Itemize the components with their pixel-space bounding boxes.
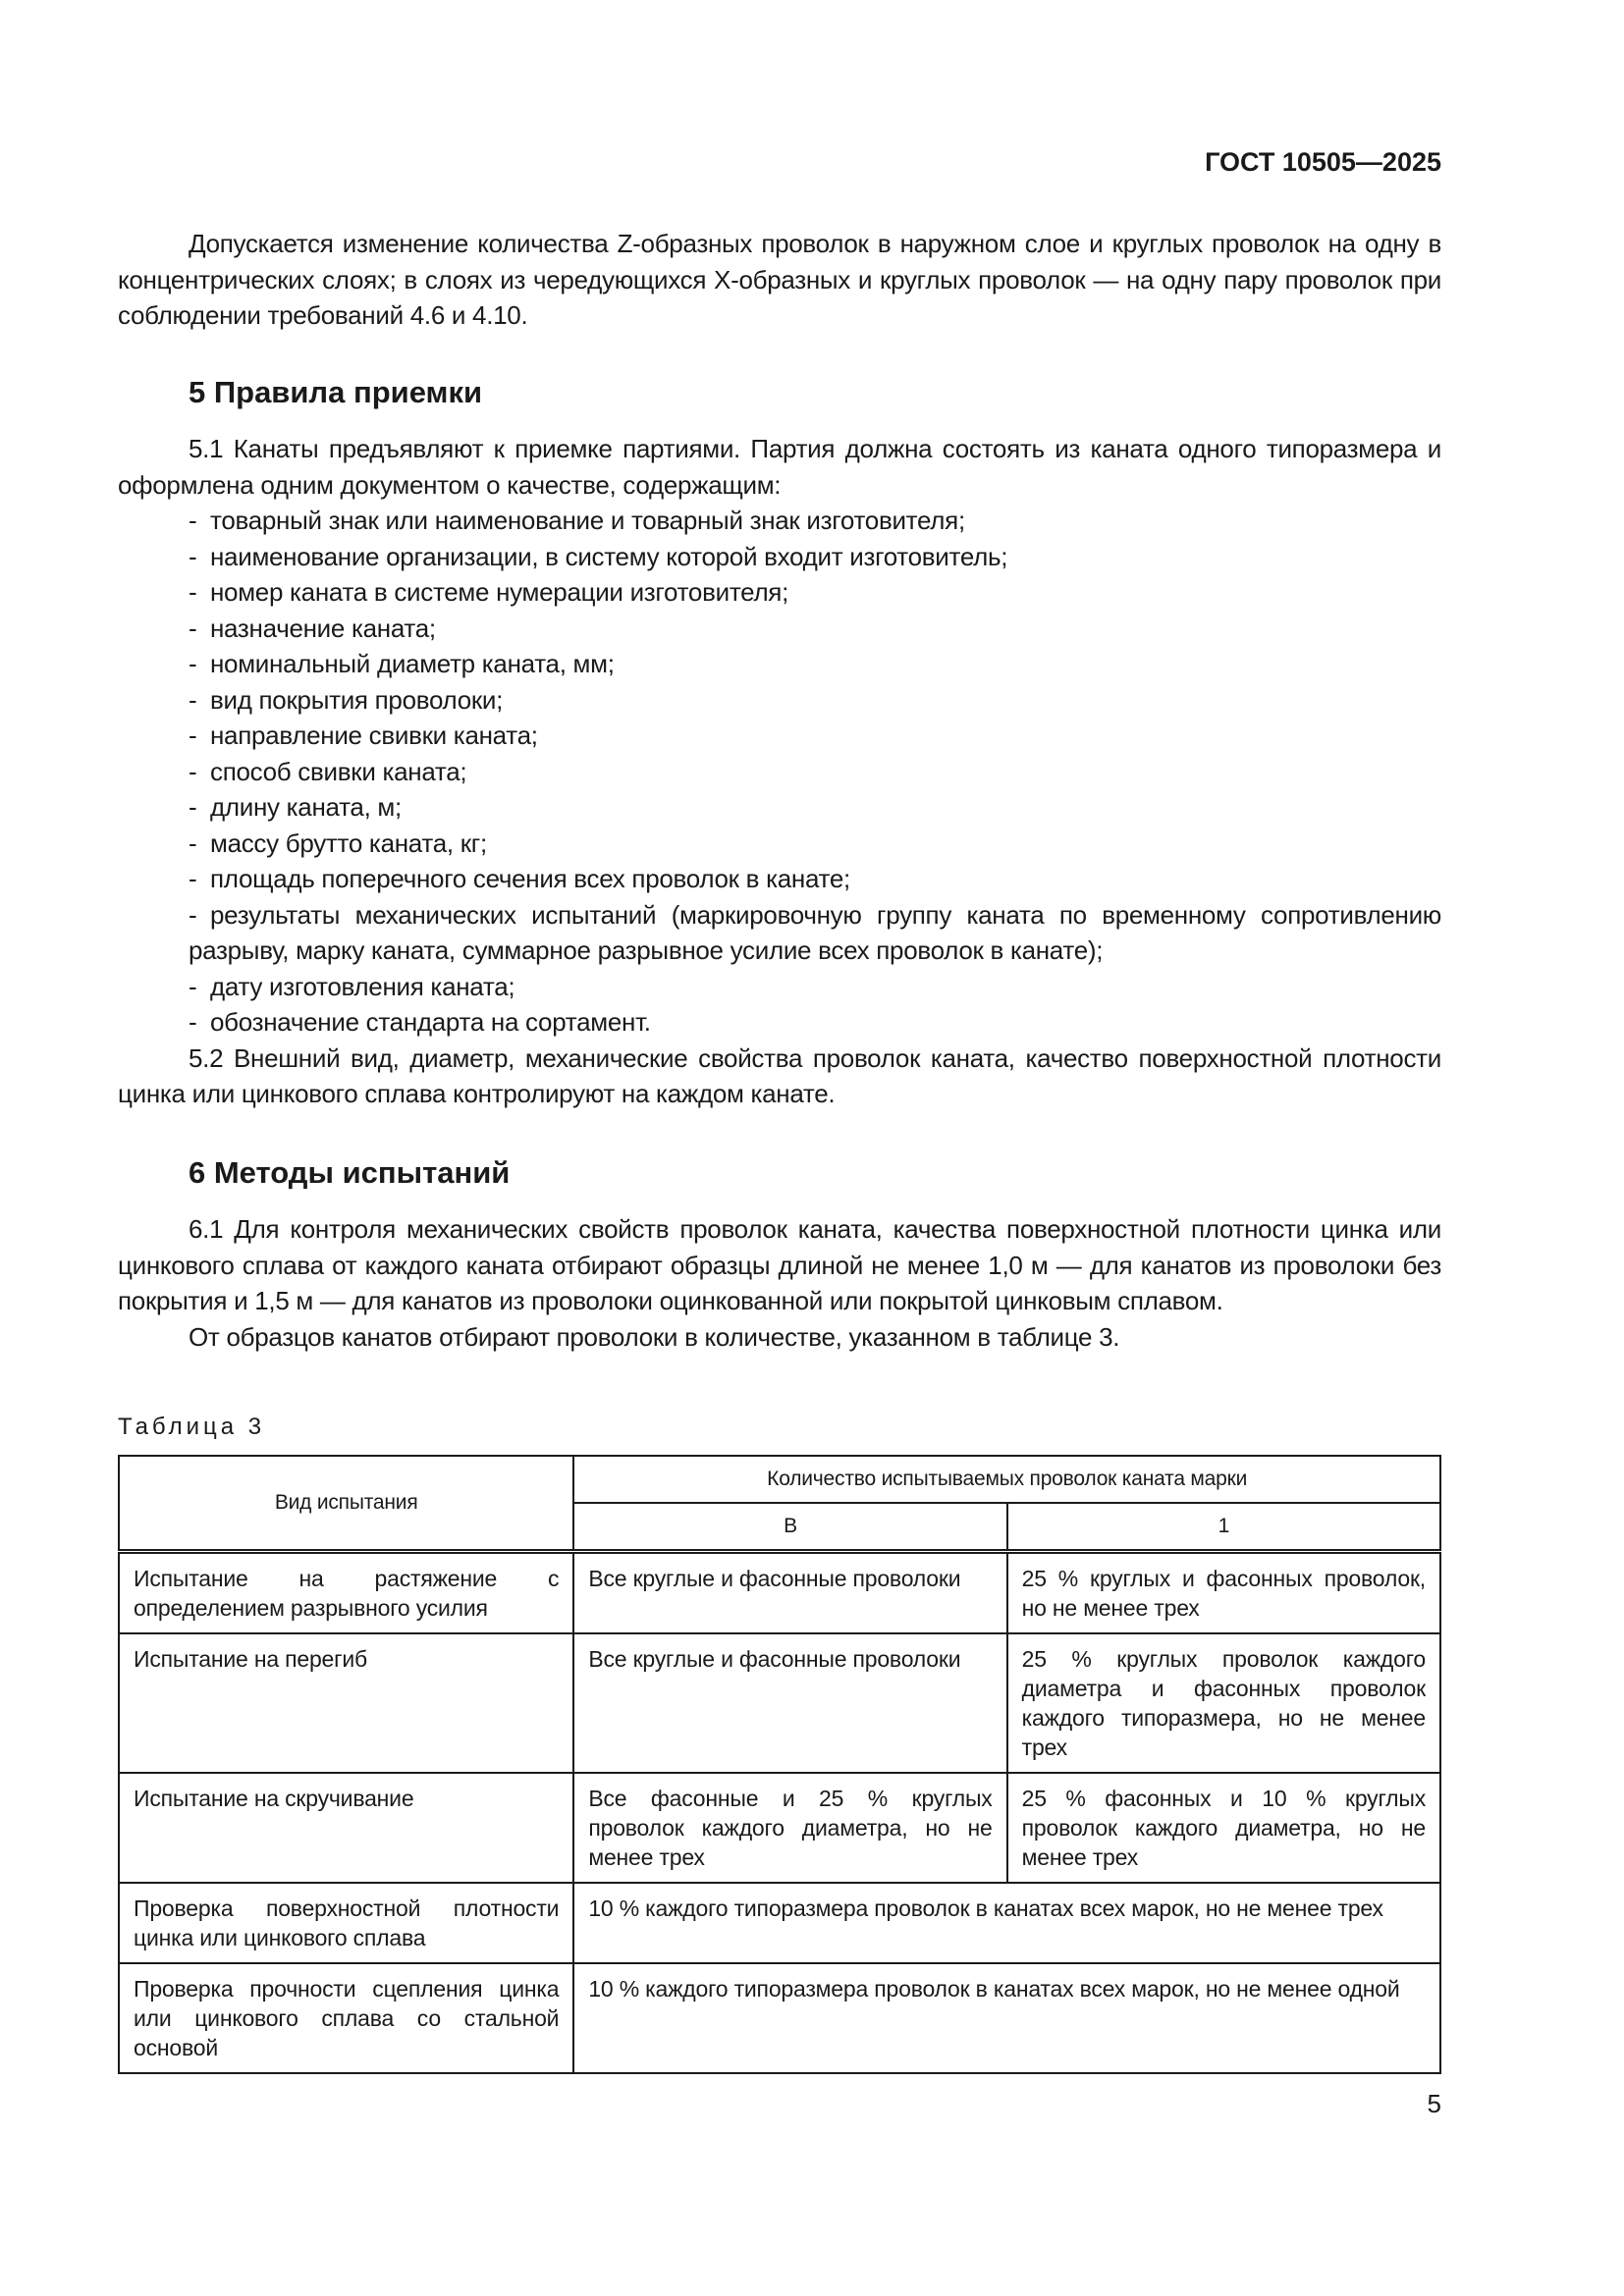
quality-document-list <box>118 503 1441 1041</box>
section-6 <box>118 1153 1441 1355</box>
section-5-title: 5 Правила приемки <box>189 375 483 409</box>
list-item: - товарный знак или наименование и товарный знак изготовителя; <box>189 506 965 535</box>
list-item: - номинальный диаметр каната, мм; <box>189 649 615 678</box>
table-row <box>119 1883 1440 1963</box>
table-row <box>119 1552 1440 1634</box>
header-test-type: Вид испытания <box>119 1456 573 1552</box>
list-item: - массу брутто каната, кг; <box>189 828 487 858</box>
table-row <box>119 1773 1440 1883</box>
list-item: - обозначение стандарта на сортамент. <box>189 1007 651 1037</box>
cell-test: Испытание на растяжение с определением разрывного усилия <box>119 1552 573 1634</box>
table-3 <box>118 1455 1441 2074</box>
list-item-text: способ свивки каната; <box>210 756 467 786</box>
clause-5-2: 5.2 Внешний вид, диаметр, механические свойства проволок каната, качество поверхностной плотности цинка или цинкового сплава контролируют на каждом канате. <box>118 1042 1441 1108</box>
list-item: - назначение каната; <box>189 613 436 643</box>
cell-test: Проверка прочности сцепления цинка или цинкового сплава со стальной основой <box>119 1963 573 2073</box>
cell-b: Все круглые и фасонные проволоки <box>573 1633 1006 1773</box>
list-item-text: номинальный диаметр каната, мм; <box>210 649 615 678</box>
list-item: - вид покрытия проволоки; <box>189 684 504 715</box>
list-item: - длину каната, м; <box>189 792 402 822</box>
clause-5-1: 5.1 Канаты предъявляют к приемке партиями. Партия должна состоять из каната одного типоразмера и оформлена одним документом о качестве, содержащим: <box>118 434 1441 500</box>
list-item-text: номер каната в системе нумерации изготовителя; <box>210 577 789 607</box>
cell-one: 25 % фасонных и 10 % круглых проволок каждого диаметра, но не менее трех <box>1007 1773 1440 1883</box>
list-item-text: площадь поперечного сечения всех проволок в канате; <box>210 864 850 893</box>
table-row <box>119 1633 1440 1773</box>
cell-test: Проверка поверхностной плотности цинка или цинкового сплава <box>119 1883 573 1963</box>
section-6-title: 6 Методы испытаний <box>189 1155 511 1190</box>
list-item-text: результаты механических испытаний (маркировочную группу каната по временному сопротивлению разрыву, марку каната, суммарное разрывное усилие всех проволок в канате); <box>189 899 1441 965</box>
header-grade-b: В <box>573 1503 1006 1552</box>
list-item: - результаты механических испытаний (маркировочную группу каната по временному сопротивлению разрыву, марку каната, суммарное разрывное усилие всех проволок в канате); <box>189 899 1441 965</box>
page-number: 5 <box>1427 2089 1441 2118</box>
table-row <box>119 1963 1440 2073</box>
list-item-text: направление свивки каната; <box>210 721 538 750</box>
section-5 <box>118 373 1441 1112</box>
list-item-text: назначение каната; <box>210 613 436 643</box>
list-item: - площадь поперечного сечения всех проволок в канате; <box>189 864 850 893</box>
clause-6-1: 6.1 Для контроля механических свойств проволок каната, качества поверхностной плотности цинка или цинкового сплава от каждого каната отбирают образцы длиной не менее 1,0 м — для канатов из проволоки без покрытия и 1,5 м — для канатов из проволоки оцинкованной или покрытой цинковым сплавом. <box>118 1214 1441 1315</box>
cell-one: 25 % круглых проволок каждого диаметра и фасонных проволок каждого типоразмера, но не менее трех <box>1007 1633 1440 1773</box>
list-item-text: товарный знак или наименование и товарный знак изготовителя; <box>210 506 965 535</box>
document-id: ГОСТ 10505—2025 <box>1205 147 1441 177</box>
list-item-text: массу брутто каната, кг; <box>210 828 487 858</box>
header-wire-count: Количество испытываемых проволок каната марки <box>573 1456 1440 1503</box>
cell-test: Испытание на скручивание <box>119 1773 573 1883</box>
table-caption: Таблица 3 <box>118 1414 266 1440</box>
list-item: - направление свивки каната; <box>189 721 538 750</box>
list-item: - дату изготовления каната; <box>189 971 515 1001</box>
list-item: - наименование организации, в систему которой входит изготовитель; <box>189 541 1008 571</box>
list-item: - способ свивки каната; <box>189 756 467 786</box>
list-item-text: вид покрытия проволоки; <box>210 684 504 715</box>
intro-block <box>118 226 1441 334</box>
cell-all-grades: 10 % каждого типоразмера проволок в канатах всех марок, но не менее трех <box>573 1883 1440 1963</box>
list-item-text: длину каната, м; <box>210 792 402 822</box>
cell-test: Испытание на перегиб <box>119 1633 573 1773</box>
cell-all-grades: 10 % каждого типоразмера проволок в канатах всех марок, но не менее одной <box>573 1963 1440 2073</box>
list-item: - номер каната в системе нумерации изготовителя; <box>189 577 789 607</box>
cell-b: Все фасонные и 25 % круглых проволок каждого диаметра, но не менее трех <box>573 1773 1006 1883</box>
list-item-text: обозначение стандарта на сортамент. <box>210 1007 651 1037</box>
header-grade-1: 1 <box>1007 1503 1440 1552</box>
clause-6-1-note: От образцов канатов отбирают проволоки в количестве, указанном в таблице 3. <box>189 1321 1120 1352</box>
intro-paragraph: Допускается изменение количества Z-образных проволок в наружном слое и круглых проволок на одну в концентрических слоях; в слоях из чередующихся Х-образных и круглых проволок — на одну пару проволок при соблюдении требований 4.6 и 4.10. <box>118 229 1441 330</box>
table-3-block <box>118 1414 1441 2074</box>
cell-one: 25 % круглых и фасонных проволок, но не менее трех <box>1007 1552 1440 1634</box>
list-item-text: дату изготовления каната; <box>210 971 515 1001</box>
cell-b: Все круглые и фасонные проволоки <box>573 1552 1006 1634</box>
list-item-text: наименование организации, в систему которой входит изготовитель; <box>210 541 1008 571</box>
